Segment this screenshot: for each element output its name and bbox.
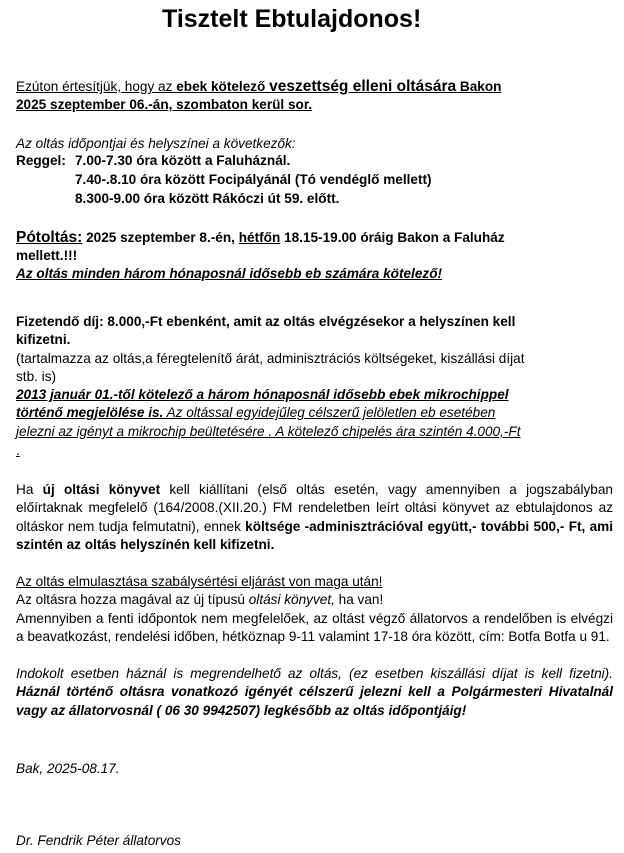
chip-advice: Az oltással egyidejűleg célszerű jelöletlen eb esetében bbox=[163, 405, 496, 420]
home-text: Indokolt esetben háznál is megrendelhető az oltás, (ez esetben kiszállási díjat is kell fizetni). bbox=[16, 666, 613, 681]
makeup-line-1 bbox=[16, 230, 505, 247]
makeup-time: 18.15-19.00 óráig Bakon a Faluház bbox=[280, 230, 505, 245]
bring-end: ha van! bbox=[334, 592, 384, 607]
book-new-book: új oltási könyvet bbox=[42, 482, 161, 497]
violation-notice: Az oltás elmulasztása szabálysértési eljárást von maga után! bbox=[16, 574, 383, 589]
bring-book: oltási könyvet, bbox=[248, 592, 335, 607]
bring-line bbox=[16, 592, 383, 609]
intro-place: Bakon bbox=[456, 79, 502, 94]
makeup-label: Pótoltás: bbox=[16, 229, 83, 246]
schedule-slot-3: 8.300-9.00 óra között Rákóczi út 59. előtt. bbox=[75, 191, 340, 206]
page-title: Tisztelt Ebtulajdonos! bbox=[162, 5, 422, 33]
intro-line-2: 2025 szeptember 06.-án, szombaton kerül sor. bbox=[16, 97, 313, 112]
makeup-date: 2025 szeptember 8.-én, bbox=[82, 230, 239, 245]
fee-line-3: (tartalmazza az oltás,a féregtelenítő árát, adminisztrációs költségeket, kiszállási díjat bbox=[16, 351, 525, 366]
office-paragraph: Amennyiben a fenti időpontok nem megfelelőek, az oltást végző állatorvos a rendelőben is elvégzi a beavatkozást, rendelési időben, hétköznap 9-11 valamint 17-18 óra között, cím: Botfa Botfa u 91. bbox=[16, 611, 613, 645]
book-text-1: Ha bbox=[16, 482, 43, 497]
schedule-slot-1: 7.00-7.30 óra között a Faluháznál. bbox=[75, 153, 291, 168]
fee-line-2: kifizetni. bbox=[16, 332, 71, 347]
schedule-heading: Az oltás időpontjai és helyszínei a következők: bbox=[16, 136, 296, 151]
makeup-line-2: mellett.!!! bbox=[16, 248, 78, 263]
fee-line-1: Fizetendő díj: 8.000,-Ft ebenként, amit az oltás elvégzésekor a helyszínen kell bbox=[16, 314, 516, 329]
home-request: Háznál történő oltásra vonatkozó igényét célszerű jelezni kell a Polgármesteri Hivatalnál vagy az állatorvosnál ( 06 30 9942507) legkésőbb az oltás időpontjáig! bbox=[16, 684, 613, 718]
makeup-day: hétfőn bbox=[238, 230, 281, 245]
chip-marking: történő megjelölése is. bbox=[16, 405, 164, 420]
chip-line-1: 2013 január 01.-től kötelező a három hónaposnál idősebb ebek mikrochippel bbox=[16, 387, 509, 402]
book-cost: költsége -adminisztrációval együtt,- további 500,- Ft, ami szintén az oltás helyszínén kell kifizetni. bbox=[16, 518, 614, 552]
document-date: Bak, 2025-08.17. bbox=[16, 761, 120, 776]
book-paragraph bbox=[16, 481, 613, 554]
chip-line-3: jelezni az igényt a mikrochip beültetésére . A kötelező chipelés ára szintén 4.000,-Ft bbox=[16, 424, 521, 439]
book-text-2: kell kiállítani (első oltás esetén, vagy amennyiben a jogszabályban előírtaknak megfelelő (164/2008.(XII.20.) FM rendeletben leírt oltási könyvet az ebtulajdonos az oltáskor nem tudja felmutatni), ennek bbox=[16, 482, 613, 534]
schedule-slot-2: 7.40-.8.10 óra között Focipályánál (Tó vendéglő mellett) bbox=[75, 172, 432, 187]
signature: Dr. Fendrik Péter állatorvos bbox=[16, 833, 181, 848]
intro-line-1 bbox=[16, 79, 501, 96]
bring-text: Az oltásra hozza magával az új típusú bbox=[16, 592, 249, 607]
schedule-reggel-label: Reggel: bbox=[16, 153, 66, 168]
intro-rabies: veszettség elleni oltására bbox=[269, 78, 457, 95]
chip-line-2 bbox=[16, 405, 495, 422]
intro-text: Ezúton értesítjük, hogy az bbox=[16, 79, 177, 94]
fee-line-4: stb. is) bbox=[16, 369, 57, 384]
home-paragraph bbox=[16, 665, 613, 720]
chip-line-4: . bbox=[16, 443, 20, 458]
intro-mandatory: ebek kötelező bbox=[176, 79, 270, 94]
mandatory-notice: Az oltás minden három hónaposnál idősebb eb számára kötelező! bbox=[16, 266, 443, 281]
